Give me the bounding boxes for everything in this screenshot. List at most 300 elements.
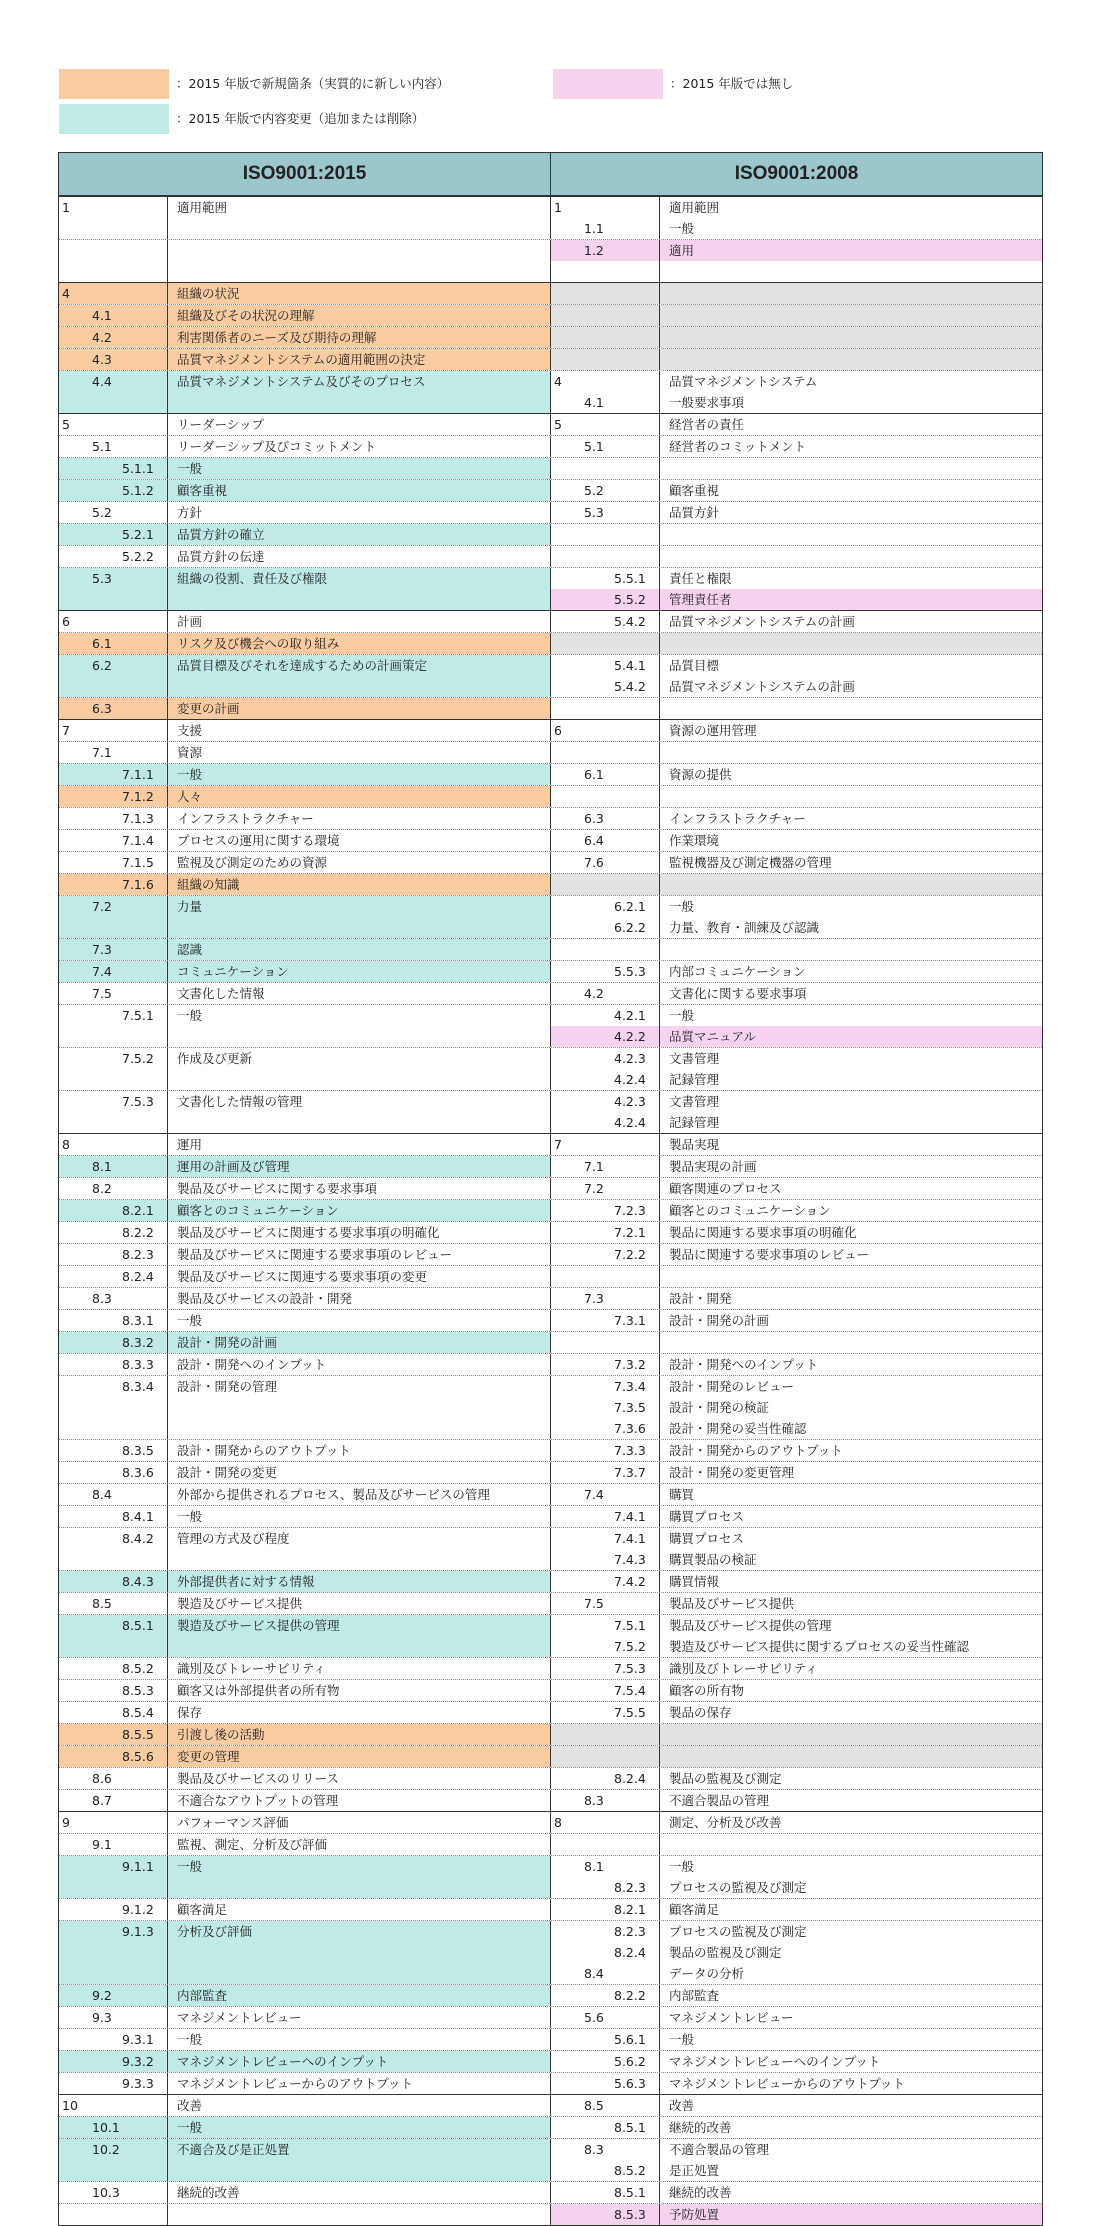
- clause-number: 7.2: [551, 1178, 660, 1199]
- clause-title: [168, 1418, 550, 1439]
- legend-label-removed: ：2015 年版では無し: [670, 76, 794, 91]
- clause-number: [59, 1397, 168, 1418]
- clause-number: [59, 1549, 168, 1570]
- table-row: [59, 523, 1042, 545]
- clause-title: 資源の提供: [669, 767, 732, 782]
- clause-title: [660, 305, 1042, 326]
- right-clause-cell: [551, 1724, 1042, 1745]
- clause-number: 8.1: [551, 1856, 660, 1877]
- clause-title: 一般: [669, 1008, 695, 1023]
- clause-title: 製品実現の計画: [669, 1159, 757, 1174]
- right-clause-cell: [551, 2139, 1042, 2160]
- clause-number: 7.3: [59, 939, 168, 960]
- clause-title: 一般: [669, 221, 695, 236]
- right-clause-cell: [551, 874, 1042, 895]
- left-clause-cell: [59, 1636, 551, 1657]
- left-clause-cell: [59, 1571, 551, 1592]
- clause-number: [59, 1069, 168, 1090]
- clause-number: 8.2.1: [551, 1899, 660, 1920]
- left-clause-cell: [59, 371, 551, 392]
- clause-number: 7.1.5: [59, 852, 168, 873]
- clause-title: 是正処置: [669, 2163, 720, 2178]
- table-row: [59, 1877, 1042, 1898]
- clause-title: 製品の保存: [669, 1705, 732, 1720]
- right-clause-cell: [551, 1790, 1042, 1811]
- clause-title: 責任と権限: [669, 571, 732, 586]
- right-clause-cell: [551, 676, 1042, 697]
- clause-title: 顧客満足: [669, 1902, 720, 1917]
- table-row: [59, 1090, 1042, 1112]
- table-row: [59, 1811, 1042, 1833]
- clause-number: 8.7: [59, 1790, 168, 1811]
- table-row: [59, 282, 1042, 304]
- clause-title: 継続的改善: [669, 2120, 732, 2135]
- right-clause-cell: [551, 2204, 1042, 2225]
- right-clause-cell: [551, 1440, 1042, 1461]
- right-clause-cell: [551, 808, 1042, 829]
- clause-number: 10: [59, 2095, 168, 2116]
- table-row: [59, 917, 1042, 938]
- clause-title: 識別及びトレーサビリティ: [177, 1661, 326, 1676]
- legend-swatch-removed: [553, 69, 663, 99]
- table-row: [59, 1397, 1042, 1418]
- table-row: [59, 348, 1042, 370]
- clause-number: [551, 742, 660, 763]
- clause-title: 製造及びサービス提供に関するプロセスの妥当性確認: [669, 1639, 970, 1654]
- clause-title: リスク及び機会への取り組み: [177, 636, 340, 651]
- table-row: [59, 239, 1042, 261]
- clause-title: インフラストラクチャー: [177, 811, 314, 826]
- table-body: [59, 196, 1042, 2225]
- left-clause-cell: [59, 1005, 551, 1026]
- clause-number: 9: [59, 1812, 168, 1833]
- left-clause-cell: [59, 1418, 551, 1439]
- table-row: [59, 326, 1042, 348]
- left-clause-cell: [59, 1222, 551, 1243]
- clause-title: [168, 2160, 550, 2181]
- left-clause-cell: [59, 1069, 551, 1090]
- clause-number: 4: [59, 283, 168, 304]
- left-clause-cell: [59, 1877, 551, 1898]
- right-clause-cell: [551, 633, 1042, 654]
- clause-title: 設計・開発の変更管理: [669, 1465, 795, 1480]
- clause-number: 8.4.3: [59, 1571, 168, 1592]
- clause-number: 7.4.1: [551, 1528, 660, 1549]
- right-clause-cell: [551, 546, 1042, 567]
- clause-title: 品質マネジメントシステム及びそのプロセス: [177, 374, 426, 389]
- right-clause-cell: [551, 1048, 1042, 1069]
- clause-title: 品質目標及びそれを達成するための計画策定: [177, 658, 428, 673]
- right-clause-cell: [551, 1702, 1042, 1723]
- left-clause-cell: [59, 1112, 551, 1133]
- clause-number: [551, 1724, 660, 1745]
- clause-title: [660, 261, 1042, 282]
- table-row: [59, 1963, 1042, 1984]
- left-clause-cell: [59, 1376, 551, 1397]
- clause-title: 文書化に関する要求事項: [669, 986, 807, 1001]
- table-row: [59, 1483, 1042, 1505]
- clause-title: 顧客とのコミュニケーション: [669, 1203, 831, 1218]
- clause-title: 品質マネジメントシステムの適用範囲の決定: [177, 352, 426, 367]
- clause-title: 一般: [177, 1313, 203, 1328]
- clause-number: 4.2: [59, 327, 168, 348]
- clause-number: 7.3.6: [551, 1418, 660, 1439]
- clause-title: インフラストラクチャー: [669, 811, 806, 826]
- clause-title: [660, 633, 1042, 654]
- clause-number: [59, 2160, 168, 2181]
- clause-number: 5.2: [551, 480, 660, 501]
- table-row: [59, 1265, 1042, 1287]
- clause-title: 設計・開発の計画: [177, 1335, 278, 1350]
- left-clause-cell: [59, 2182, 551, 2203]
- clause-number: 8.2.1: [59, 1200, 168, 1221]
- clause-number: 4.2.4: [551, 1069, 660, 1090]
- left-clause-cell: [59, 2073, 551, 2094]
- clause-number: 6.2: [59, 655, 168, 676]
- table-row: [59, 2116, 1042, 2138]
- clause-number: 6.1: [551, 764, 660, 785]
- clause-number: 5.2: [59, 502, 168, 523]
- clause-title: 設計・開発からのアウトプット: [669, 1443, 843, 1458]
- clause-title: プロセスの監視及び測定: [669, 1880, 807, 1895]
- clause-title: 一般: [177, 2120, 203, 2135]
- table-row: [59, 501, 1042, 523]
- clause-number: 10.1: [59, 2117, 168, 2138]
- clause-number: 8.3.1: [59, 1310, 168, 1331]
- right-clause-cell: [551, 1156, 1042, 1177]
- clause-number: 7.6: [551, 852, 660, 873]
- left-clause-cell: [59, 1200, 551, 1221]
- left-clause-cell: [59, 1658, 551, 1679]
- clause-title: 一般: [177, 767, 203, 782]
- clause-number: 7.3.5: [551, 1397, 660, 1418]
- clause-title: 資源: [177, 745, 203, 760]
- clause-title: マネジメントレビューへのインプット: [669, 2054, 881, 2069]
- clause-number: 7.1.2: [59, 786, 168, 807]
- table-row: [59, 392, 1042, 413]
- clause-title: [660, 458, 1042, 479]
- header-iso2015: ISO9001:2015: [59, 153, 551, 195]
- clause-title: 組織の状況: [177, 286, 240, 301]
- clause-title: 製品及びサービスに関する要求事項: [177, 1181, 378, 1196]
- clause-number: 7.5.1: [59, 1005, 168, 1026]
- left-clause-cell: [59, 1332, 551, 1353]
- clause-number: 7.3.4: [551, 1376, 660, 1397]
- right-clause-cell: [551, 2051, 1042, 2072]
- right-clause-cell: [551, 436, 1042, 457]
- right-clause-cell: [551, 261, 1042, 282]
- right-clause-cell: [551, 961, 1042, 982]
- table-row: [59, 1657, 1042, 1679]
- clause-number: 7.5: [551, 1593, 660, 1614]
- left-clause-cell: [59, 261, 551, 282]
- clause-number: [551, 458, 660, 479]
- clause-number: 5.6.3: [551, 2073, 660, 2094]
- left-clause-cell: [59, 589, 551, 610]
- table-row: [59, 1942, 1042, 1963]
- clause-title: コミュニケーション: [177, 964, 289, 979]
- right-clause-cell: [551, 764, 1042, 785]
- table-row: [59, 1287, 1042, 1309]
- left-clause-cell: [59, 1156, 551, 1177]
- clause-number: [59, 676, 168, 697]
- right-clause-cell: [551, 1834, 1042, 1855]
- clause-number: [551, 327, 660, 348]
- clause-title: [660, 524, 1042, 545]
- clause-title: 設計・開発へのインプット: [177, 1357, 327, 1372]
- clause-title: 品質マネジメントシステム: [669, 374, 818, 389]
- right-clause-cell: [551, 1332, 1042, 1353]
- right-clause-cell: [551, 1746, 1042, 1767]
- right-clause-cell: [551, 371, 1042, 392]
- clause-title: 顧客満足: [177, 1902, 228, 1917]
- clause-title: 支援: [177, 723, 203, 738]
- clause-number: 5.6.1: [551, 2029, 660, 2050]
- clause-number: 8.4: [551, 1963, 660, 1984]
- clause-number: [551, 1834, 660, 1855]
- clause-number: 4.2.2: [551, 1026, 660, 1047]
- clause-title: リーダーシップ及びコミットメント: [177, 439, 377, 454]
- clause-title: 人々: [177, 789, 203, 804]
- table-row: [59, 2050, 1042, 2072]
- clause-number: 8.3.5: [59, 1440, 168, 1461]
- right-clause-cell: [551, 1266, 1042, 1287]
- clause-number: [59, 589, 168, 610]
- clause-number: 5: [551, 414, 660, 435]
- left-clause-cell: [59, 2139, 551, 2160]
- clause-title: 設計・開発からのアウトプット: [177, 1443, 351, 1458]
- clause-number: 8.4: [59, 1484, 168, 1505]
- right-clause-cell: [551, 2029, 1042, 2050]
- clause-title: [168, 240, 550, 261]
- right-clause-cell: [551, 2007, 1042, 2028]
- clause-title: 不適合製品の管理: [669, 1793, 770, 1808]
- clause-number: [59, 1877, 168, 1898]
- right-clause-cell: [551, 1222, 1042, 1243]
- clause-title: 品質目標: [669, 658, 720, 673]
- table-row: [59, 435, 1042, 457]
- clause-title: 製品の監視及び測定: [669, 1945, 782, 1960]
- table-row: [59, 1418, 1042, 1439]
- clause-number: 4.3: [59, 349, 168, 370]
- right-clause-cell: [551, 896, 1042, 917]
- table-row: [59, 938, 1042, 960]
- clause-title: [168, 589, 550, 610]
- clause-title: 識別及びトレーサビリティ: [669, 1661, 818, 1676]
- clause-title: 設計・開発の変更: [177, 1465, 278, 1480]
- clause-number: 7.3.3: [551, 1440, 660, 1461]
- right-clause-cell: [551, 1921, 1042, 1942]
- clause-title: 保存: [177, 1705, 203, 1720]
- clause-title: プロセスの運用に関する環境: [177, 833, 340, 848]
- clause-number: 7.5.2: [551, 1636, 660, 1657]
- clause-title: 製品に関連する要求事項の明確化: [669, 1225, 857, 1240]
- right-clause-cell: [551, 786, 1042, 807]
- clause-number: [59, 2204, 168, 2225]
- left-clause-cell: [59, 742, 551, 763]
- clause-number: [59, 1418, 168, 1439]
- clause-title: [660, 1724, 1042, 1745]
- clause-number: 8.2.3: [59, 1244, 168, 1265]
- clause-title: 製品及びサービス提供の管理: [669, 1618, 832, 1633]
- table-row: [59, 873, 1042, 895]
- right-clause-cell: [551, 2182, 1042, 2203]
- right-clause-cell: [551, 1528, 1042, 1549]
- clause-title: 力量、教育・訓練及び認識: [669, 920, 820, 935]
- clause-number: [551, 1746, 660, 1767]
- clause-number: 9.3.2: [59, 2051, 168, 2072]
- clause-number: 7.5: [59, 983, 168, 1004]
- left-clause-cell: [59, 698, 551, 719]
- right-clause-cell: [551, 1418, 1042, 1439]
- clause-number: 5.2.2: [59, 546, 168, 567]
- legend-swatch-changed: [59, 104, 169, 134]
- clause-number: 7.5.2: [59, 1048, 168, 1069]
- left-clause-cell: [59, 414, 551, 435]
- left-clause-cell: [59, 1091, 551, 1112]
- clause-number: 5.3: [59, 568, 168, 589]
- clause-title: [168, 1026, 550, 1047]
- clause-number: [551, 305, 660, 326]
- clause-title: 一般: [669, 2032, 695, 2047]
- table-row: [59, 1221, 1042, 1243]
- legend-swatch-new: [59, 69, 169, 99]
- right-clause-cell: [551, 2117, 1042, 2138]
- left-clause-cell: [59, 1440, 551, 1461]
- table-row: [59, 218, 1042, 239]
- clause-title: データの分析: [669, 1966, 745, 1981]
- left-clause-cell: [59, 1134, 551, 1155]
- clause-number: [59, 917, 168, 938]
- right-clause-cell: [551, 2160, 1042, 2181]
- clause-number: 8.5.4: [59, 1702, 168, 1723]
- clause-number: 8.6: [59, 1768, 168, 1789]
- left-clause-cell: [59, 961, 551, 982]
- left-clause-cell: [59, 480, 551, 501]
- clause-title: [168, 392, 550, 413]
- clause-title: 組織及びその状況の理解: [177, 308, 315, 323]
- table-row: [59, 807, 1042, 829]
- clause-number: [551, 874, 660, 895]
- clause-title: 組織の役割、責任及び権限: [177, 571, 328, 586]
- clause-title: [168, 1877, 550, 1898]
- clause-number: 8.2.3: [551, 1921, 660, 1942]
- left-clause-cell: [59, 1026, 551, 1047]
- table-row: [59, 1570, 1042, 1592]
- right-clause-cell: [551, 458, 1042, 479]
- table-row: [59, 1505, 1042, 1527]
- left-clause-cell: [59, 1549, 551, 1570]
- clause-title: 経営者のコミットメント: [669, 439, 807, 454]
- left-clause-cell: [59, 240, 551, 261]
- table-row: [59, 1701, 1042, 1723]
- clause-title: 継続的改善: [669, 2185, 732, 2200]
- clause-title: 予防処置: [669, 2207, 720, 2222]
- right-clause-cell: [551, 852, 1042, 873]
- clause-title: 製品及びサービス提供: [669, 1596, 795, 1611]
- clause-title: 顧客とのコミュニケーション: [177, 1203, 339, 1218]
- table-row: [59, 1767, 1042, 1789]
- left-clause-cell: [59, 1288, 551, 1309]
- right-clause-cell: [551, 1549, 1042, 1570]
- table-row: [59, 1898, 1042, 1920]
- clause-number: [59, 261, 168, 282]
- table-row: [59, 1133, 1042, 1155]
- clause-title: 品質マネジメントシステムの計画: [669, 614, 855, 629]
- clause-number: [59, 1636, 168, 1657]
- clause-number: 7.3.1: [551, 1310, 660, 1331]
- clause-number: 8.5.3: [59, 1680, 168, 1701]
- clause-number: [551, 349, 660, 370]
- clause-title: [168, 218, 550, 239]
- right-clause-cell: [551, 1354, 1042, 1375]
- left-clause-cell: [59, 2051, 551, 2072]
- clause-title: [660, 349, 1042, 370]
- clause-title: 変更の管理: [177, 1749, 240, 1764]
- clause-title: マネジメントレビュー: [177, 2010, 302, 2025]
- right-clause-cell: [551, 1636, 1042, 1657]
- clause-title: 品質マニュアル: [669, 1029, 757, 1044]
- clause-title: 設計・開発: [669, 1291, 732, 1306]
- clause-title: 外部提供者に対する情報: [177, 1574, 315, 1589]
- clause-number: 7.1.3: [59, 808, 168, 829]
- clause-title: 内部コミュニケーション: [669, 964, 806, 979]
- clause-title: 製品及びサービスに関連する要求事項のレビュー: [177, 1247, 453, 1262]
- clause-title: [168, 261, 550, 282]
- left-clause-cell: [59, 1790, 551, 1811]
- clause-title: 文書管理: [669, 1051, 720, 1066]
- clause-title: 設計・開発の妥当性確認: [669, 1421, 807, 1436]
- clause-number: 8.3: [59, 1288, 168, 1309]
- clause-title: 内部監査: [177, 1988, 228, 2003]
- table-row: [59, 2138, 1042, 2160]
- right-clause-cell: [551, 1593, 1042, 1614]
- right-clause-cell: [551, 611, 1042, 632]
- clause-title: [660, 786, 1042, 807]
- left-clause-cell: [59, 1048, 551, 1069]
- clause-title: 設計・開発のレビュー: [669, 1379, 795, 1394]
- clause-number: 5.3: [551, 502, 660, 523]
- clause-title: 組織の知識: [177, 877, 240, 892]
- clause-number: 8.3: [551, 2139, 660, 2160]
- clause-title: 一般: [669, 1859, 695, 1874]
- header-iso2008: ISO9001:2008: [734, 163, 859, 184]
- table-row: [59, 960, 1042, 982]
- clause-number: 8.2.3: [551, 1877, 660, 1898]
- table-row: [59, 1199, 1042, 1221]
- left-clause-cell: [59, 633, 551, 654]
- clause-title: [168, 1942, 550, 1963]
- clause-number: 8: [551, 1812, 660, 1833]
- clause-number: 8.3: [551, 1790, 660, 1811]
- left-clause-cell: [59, 1942, 551, 1963]
- clause-number: 5.6.2: [551, 2051, 660, 2072]
- left-clause-cell: [59, 349, 551, 370]
- left-clause-cell: [59, 197, 551, 218]
- clause-title: [660, 874, 1042, 895]
- right-clause-cell: [551, 939, 1042, 960]
- clause-number: 6.3: [59, 698, 168, 719]
- clause-number: 7: [59, 720, 168, 741]
- left-clause-cell: [59, 2007, 551, 2028]
- clause-title: 製品に関連する要求事項のレビュー: [669, 1247, 870, 1262]
- clause-number: 8.4.2: [59, 1528, 168, 1549]
- clause-title: [660, 698, 1042, 719]
- left-clause-cell: [59, 524, 551, 545]
- right-clause-cell: [551, 1200, 1042, 1221]
- table-header: [59, 153, 1042, 196]
- clause-title: 一般: [177, 1859, 203, 1874]
